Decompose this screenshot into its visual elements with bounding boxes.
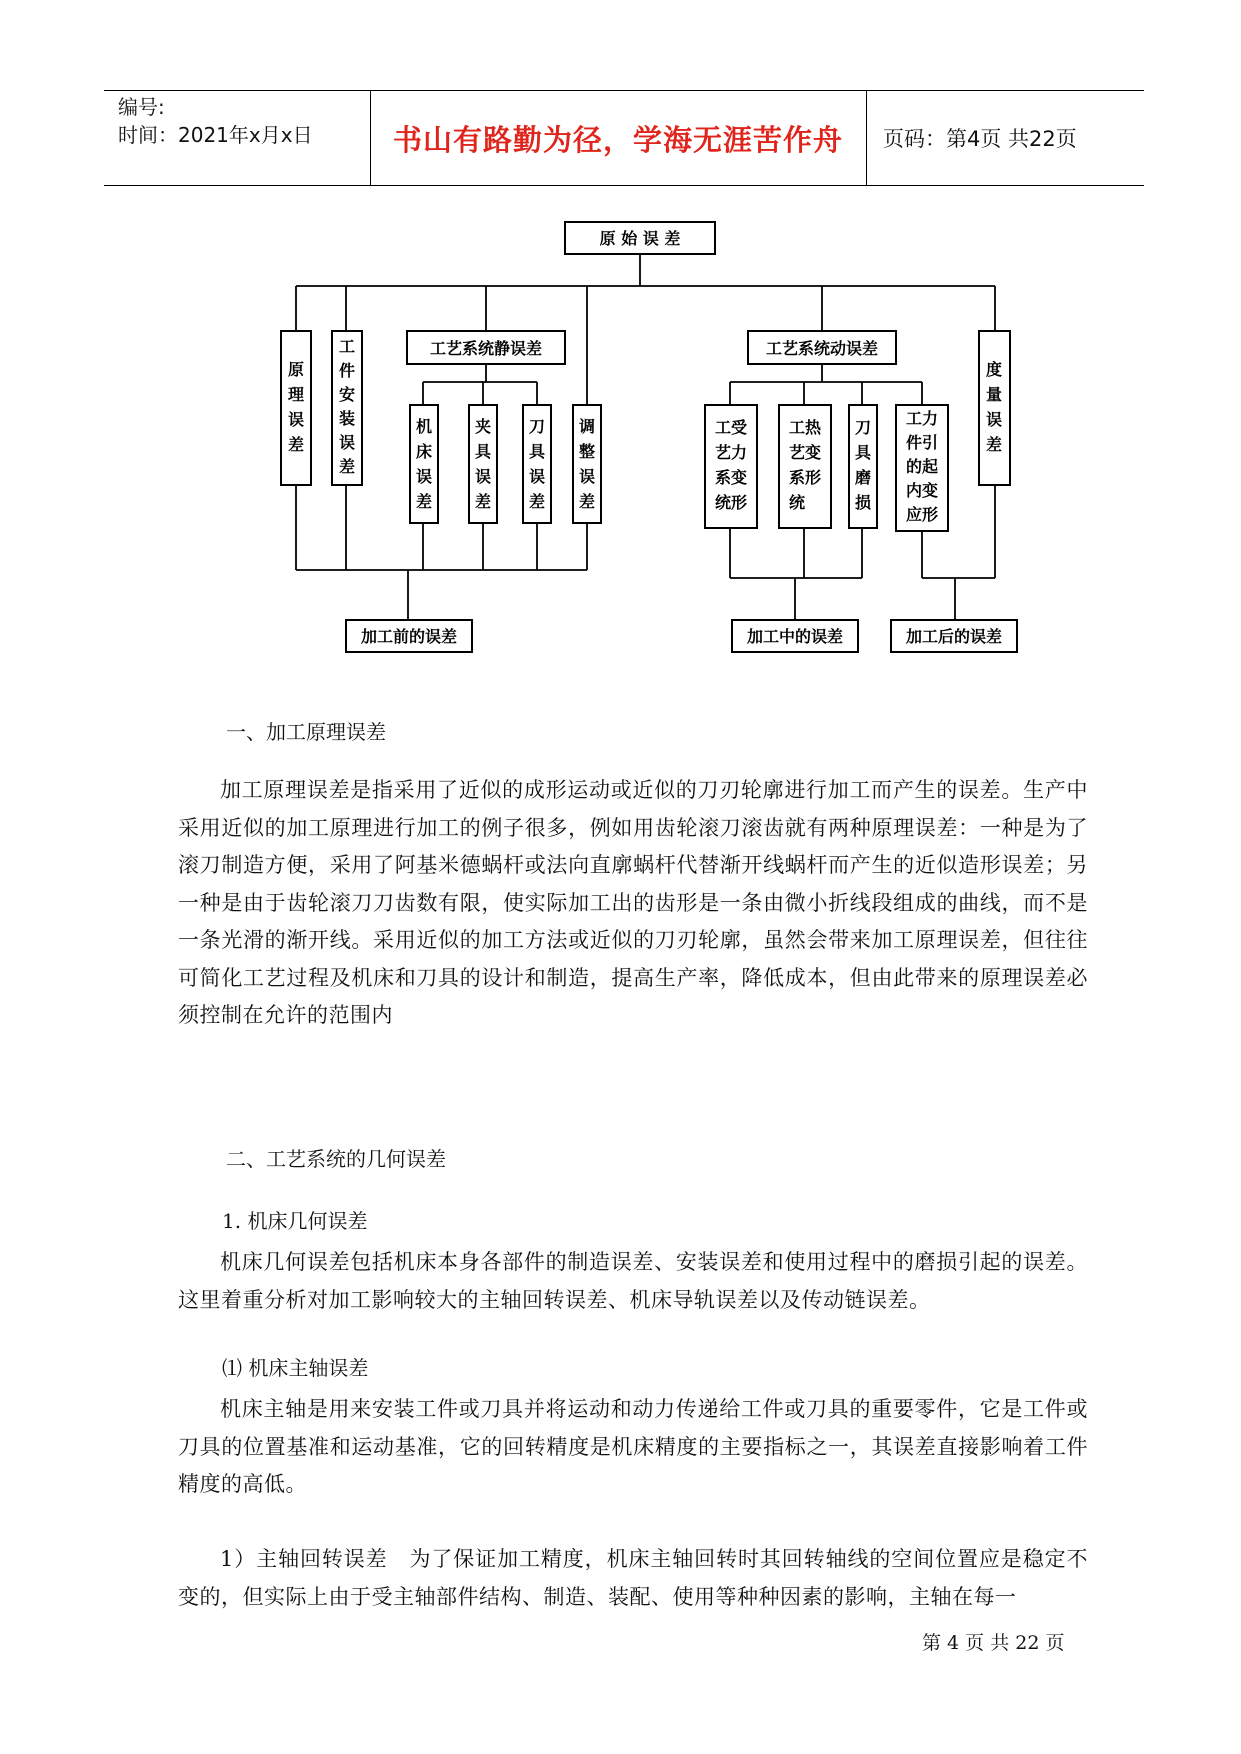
svg-text:差: 差 (474, 492, 492, 511)
svg-text:艺力: 艺力 (714, 443, 748, 462)
subheading-spindle-error: ⑴ 机床主轴误差 (222, 1356, 369, 1380)
svg-text:加工中的误差: 加工中的误差 (746, 627, 844, 646)
node-internal-stress-deformation (896, 405, 948, 531)
diagram-connectors (296, 254, 995, 620)
svg-text:工受: 工受 (714, 418, 748, 437)
node-force-deformation (705, 405, 757, 528)
document-time-label: 时间：2021年x月x日 (118, 123, 313, 147)
svg-text:工艺系统动误差: 工艺系统动误差 (765, 339, 879, 358)
node-adjust-error (573, 405, 601, 523)
header-motto: 书山有路勤为径，学海无涯苦作舟 (370, 91, 867, 185)
svg-text:损: 损 (854, 493, 872, 512)
svg-text:误: 误 (287, 410, 305, 429)
svg-text:差: 差 (528, 492, 546, 511)
node-workpiece-install-error (332, 331, 362, 485)
svg-text:加工前的误差: 加工前的误差 (360, 627, 458, 646)
node-tool-error (523, 405, 551, 523)
svg-text:件引: 件引 (905, 433, 939, 452)
svg-text:的起: 的起 (905, 457, 939, 476)
svg-text:夹: 夹 (474, 417, 492, 436)
svg-text:差: 差 (287, 435, 305, 454)
svg-text:差: 差 (578, 492, 596, 511)
svg-text:统形: 统形 (714, 493, 748, 512)
svg-text:加工后的误差: 加工后的误差 (905, 627, 1003, 646)
node-dynamic-system-error (748, 331, 896, 364)
node-error-after-processing (891, 620, 1017, 652)
svg-text:调: 调 (578, 417, 596, 436)
svg-text:整: 整 (578, 442, 596, 461)
svg-text:件: 件 (338, 361, 356, 380)
svg-text:工: 工 (338, 337, 356, 356)
svg-text:误: 误 (415, 467, 433, 486)
svg-text:系形: 系形 (788, 468, 822, 487)
svg-text:差: 差 (338, 457, 356, 476)
svg-text:机: 机 (415, 417, 433, 436)
node-fixture-error (469, 405, 497, 523)
node-static-system-error (407, 331, 565, 364)
node-principle-error (281, 331, 311, 485)
node-thermal-deformation (779, 405, 831, 528)
node-error-before-processing (346, 620, 472, 652)
svg-text:工力: 工力 (905, 409, 939, 428)
document-number-label: 编号: (118, 95, 165, 119)
node-measurement-error (979, 331, 1010, 485)
paragraph-spindle-rotation-error: 1）主轴回转误差 为了保证加工精度，机床主轴回转时其回转轴线的空间位置应是稳定不变的，但实际上由于受主轴部件结构、制造、装配、使用等种种因素的影响，主轴在每一 (178, 1547, 1088, 1609)
svg-text:装: 装 (338, 409, 356, 428)
svg-text:理: 理 (287, 385, 305, 404)
page-footer: 第 4 页 共 22 页 (922, 1632, 1065, 1654)
svg-text:安: 安 (338, 385, 356, 404)
svg-text:工艺系统静误差: 工艺系统静误差 (429, 339, 543, 358)
svg-text:系变: 系变 (714, 468, 748, 487)
svg-text:统: 统 (788, 493, 806, 512)
svg-text:误: 误 (474, 467, 492, 486)
section-heading-principle-error: 一、加工原理误差 (226, 720, 386, 744)
svg-text:具: 具 (474, 442, 492, 461)
svg-text:误: 误 (578, 467, 596, 486)
svg-text:差: 差 (985, 435, 1003, 454)
paragraph-machine-geometric-error: 机床几何误差包括机床本身各部件的制造误差、安装误差和使用过程中的磨损引起的误差。这里着重分析对加工影响较大的主轴回转误差、机床导轨误差以及传动链误差。 (178, 1250, 1088, 1312)
error-classification-diagram (0, 0, 1241, 700)
svg-text:应形: 应形 (905, 505, 939, 524)
svg-text:内变: 内变 (905, 481, 939, 500)
svg-text:磨: 磨 (854, 468, 872, 487)
root-label: 原 始 误 差 (599, 229, 681, 248)
node-error-during-processing (732, 620, 858, 652)
svg-text:度: 度 (985, 360, 1003, 379)
paragraph-principle-error: 加工原理误差是指采用了近似的成形运动或近似的刀刃轮廓进行加工而产生的误差。生产中采用近似的加工原理进行加工的例子很多，例如用齿轮滚刀滚齿就有两种原理误差：一种是为了滚刀制造方便，采用了阿基米德蜗杆或法向直廓蜗杆代替渐开线蜗杆而产生的近似造形误差；另一种是由于齿轮滚刀刀齿数有限，使实际加工出的齿形是一条由微小折线段组成的曲线，而不是一条光滑的渐开线。采用近似的加工方法或近似的刀刃轮廓，虽然会带来加工原理误差，但往往可简化工艺过程及机床和刀具的设计和制造，提高生产率，降低成本，但由此带来的原理误差必须控制在允许的范围内 (178, 778, 1088, 1027)
svg-text:刀: 刀 (854, 418, 872, 437)
node-tool-wear (849, 405, 877, 528)
svg-text:具: 具 (854, 443, 872, 462)
svg-text:刀: 刀 (528, 417, 546, 436)
svg-text:床: 床 (415, 442, 433, 461)
svg-text:具: 具 (528, 442, 546, 461)
diagram-root-node (565, 222, 715, 254)
svg-text:原: 原 (287, 360, 305, 379)
node-machine-error (410, 405, 438, 523)
subheading-machine-geometric-error: 1. 机床几何误差 (222, 1209, 368, 1233)
svg-text:差: 差 (415, 492, 433, 511)
svg-text:误: 误 (338, 433, 356, 452)
svg-text:量: 量 (985, 385, 1003, 404)
section-heading-geometric-error: 二、工艺系统的几何误差 (226, 1147, 446, 1171)
paragraph-spindle-error: 机床主轴是用来安装工件或刀具并将运动和动力传递给工件或刀具的重要零件，它是工件或刀具的位置基准和运动基准，它的回转精度是机床精度的主要指标之一，其误差直接影响着工件精度的高低。 (178, 1397, 1088, 1496)
svg-text:误: 误 (528, 467, 546, 486)
svg-text:工热: 工热 (788, 418, 822, 437)
header-page-code: 页码：第4页 共22页 (883, 127, 1077, 151)
svg-text:艺变: 艺变 (788, 443, 822, 462)
svg-text:误: 误 (985, 410, 1003, 429)
